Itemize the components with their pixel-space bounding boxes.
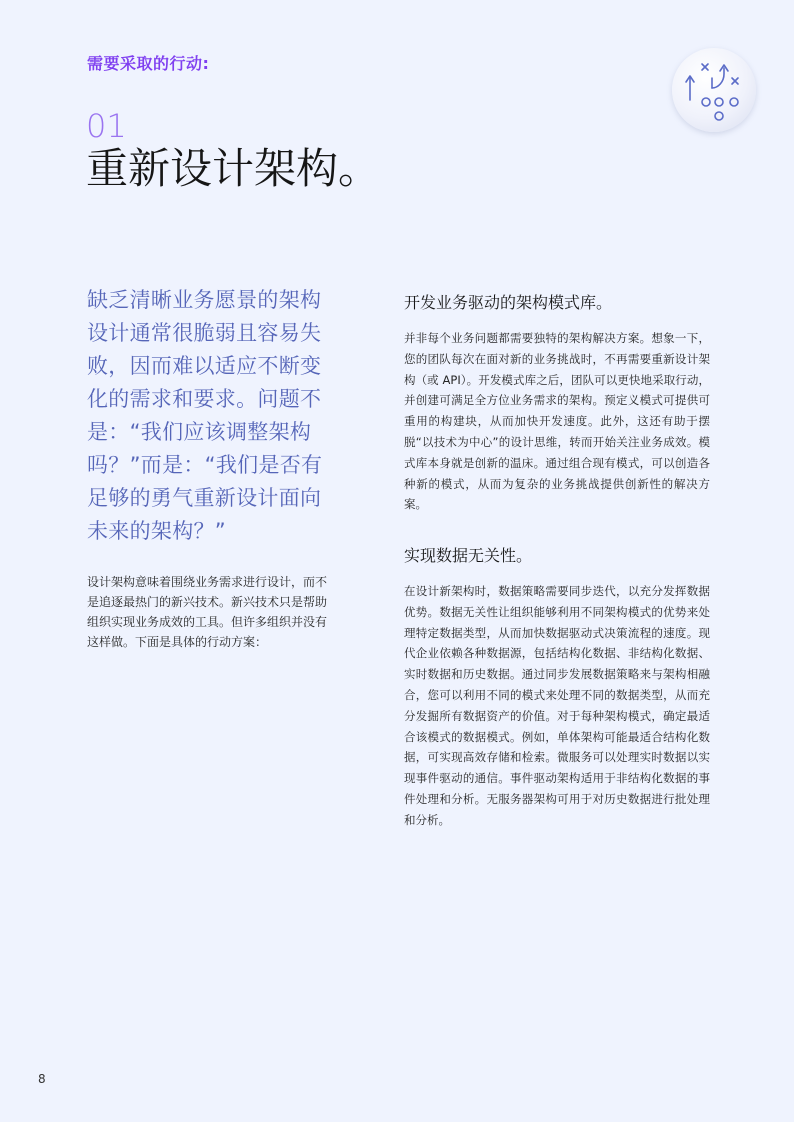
section-heading: 实现数据无关性。 — [404, 546, 533, 565]
intro-paragraph: 设计架构意味着围绕业务需求进行设计，而不是追逐最热门的新兴技术。新兴技术只是帮助组织实现业务成效的工具。但许多组织并没有这样做。下面是具体的行动方案： — [87, 575, 328, 649]
section-pattern-library — [404, 292, 710, 515]
play-strategy-icon — [672, 48, 756, 132]
section-number: 01 — [86, 107, 127, 145]
section-paragraph: 并非每个业务问题都需要独特的架构解决方案。想象一下，您的团队每次在面对新的业务挑战时，不再需要重新设计架构（或 API）。开发模式库之后，团队可以更快地采取行动，并创建可满足全方位业务需求的架构。预定义模式可提供可重用的构建块，从而加快开发速度。此外，这还有助于摆脱“以技术为中心”的设计思维，转而开始关注业务成效。模式库本身就是创新的温床。通过组合现有模式，可以创造各种新的模式，从而为复杂的业务挑战提供创新性的解决方案。 — [404, 331, 710, 512]
badge-circle — [672, 48, 756, 132]
page-title: 重新设计架构。 — [86, 144, 381, 193]
pull-quote: 缺乏清晰业务愿景的架构设计通常很脆弱且容易失败，因而难以适应不断变化的需求和要求。问题不是：“我们应该调整架构吗？”而是：“我们是否有足够的勇气重新设计面向未来的架构？” — [87, 288, 323, 543]
page-number: 8 — [38, 1072, 46, 1086]
section-kicker: 需要采取的行动: — [87, 54, 210, 73]
section-heading: 开发业务驱动的架构模式库。 — [404, 293, 613, 312]
section-paragraph: 在设计新架构时，数据策略需要同步迭代，以充分发挥数据优势。数据无关性让组织能够利用不同架构模式的优势来处理特定数据类型，从而加快数据驱动式决策流程的速度。现代企业依赖各种数据源，包括结构化数据、非结构化数据、实时数据和历史数据。通过同步发展数据策略来与架构相融合，您可以利用不同的模式来处理不同的数据类型，从而充分发掘所有数据资产的价值。对于每种架构模式，确定最适合该模式的数据模式。例如，单体架构可能最适合结构化数据，可实现高效存储和检索。微服务可以处理实时数据以实现事件驱动的通信。事件驱动架构适用于非结构化数据的事件处理和分析。无服务器架构可用于对历史数据进行批处理和分析。 — [404, 584, 710, 827]
section-data-agnostic — [404, 545, 710, 831]
